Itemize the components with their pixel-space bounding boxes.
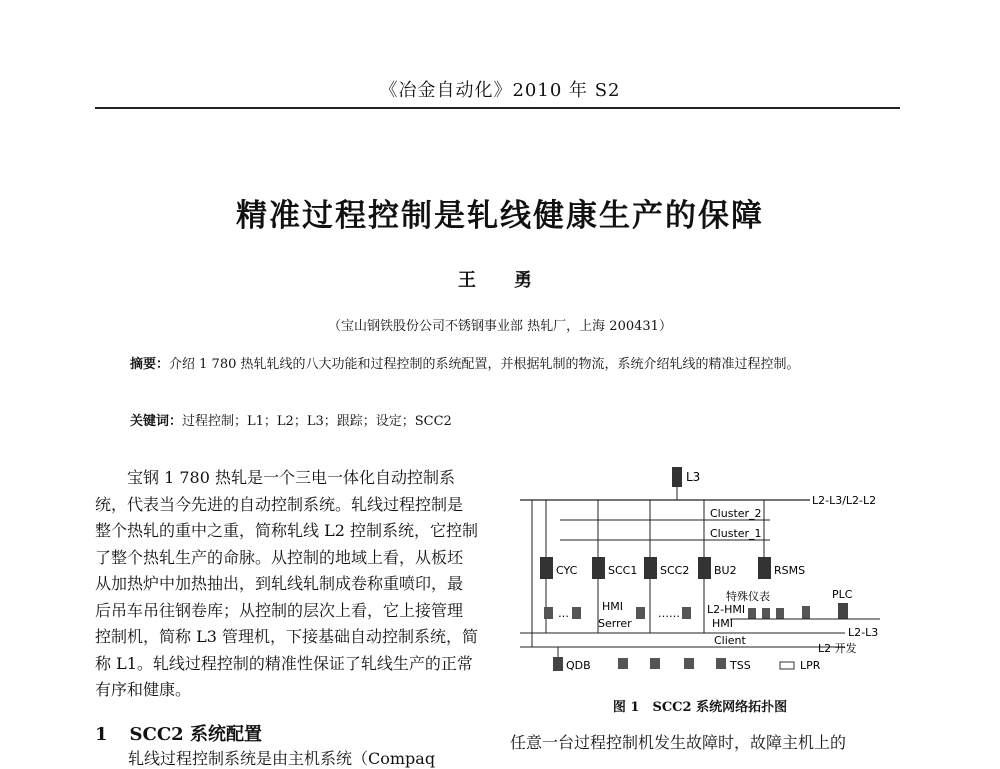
net-dev-label: L2 开发	[818, 642, 857, 655]
rsms-server-icon	[758, 557, 771, 579]
plc-icon	[838, 603, 848, 619]
l2hmi-label: L2-HMI	[707, 603, 746, 616]
right-column-text: 任意一台过程控制机发生故障时，故障主机上的	[510, 733, 847, 752]
net-mid-label: L2-L3	[848, 626, 879, 639]
hmi-pc-icon-1	[544, 607, 553, 619]
bu2-label: BU2	[714, 564, 737, 577]
instrument-icon-1	[748, 608, 756, 619]
article-title: 精准过程控制是轧线健康生产的保障	[236, 198, 764, 234]
network-topology-figure	[500, 462, 900, 687]
hmi-ellipsis-mid: ……	[658, 607, 680, 620]
hmi-pc-icon-4	[682, 607, 691, 619]
scc2-label: SCC2	[660, 564, 690, 577]
figure-caption: 图 1 SCC2 系统网络拓扑图	[612, 700, 788, 715]
section-title: SCC2 系统配置	[129, 724, 262, 745]
tss-label: TSS	[730, 659, 751, 672]
cluster2-label: Cluster_2	[710, 507, 762, 520]
special-instruments-label: 特殊仪表	[726, 590, 770, 603]
section-number: 1	[95, 724, 108, 745]
instrument-icon-4	[802, 606, 810, 619]
hmi-server-label-2: Serrer	[598, 617, 632, 630]
instrument-icon-2	[762, 608, 770, 619]
author: 王 勇	[458, 270, 542, 291]
hmi-label: HMI	[712, 617, 734, 630]
scc1-label: SCC1	[608, 564, 638, 577]
abstract-label: 摘要：	[130, 357, 170, 372]
journal-header: 《冶金自动化》2010 年 S2	[379, 80, 621, 101]
scc1-server-icon	[592, 557, 605, 579]
abstract-text: 介绍 1 780 热轧轧线的八大功能和过程控制的系统配置，并根据轧制的物流，系统介绍轧线的精准过程控制。	[169, 357, 800, 372]
hmi-pc-icon-3	[636, 607, 645, 619]
header-rule	[95, 107, 900, 109]
l3-label: L3	[686, 470, 701, 484]
instrument-icon-3	[776, 608, 784, 619]
workstation-icon-1	[618, 658, 628, 669]
l3-server-icon	[672, 467, 682, 487]
rsms-label: RSMS	[774, 564, 806, 577]
workstation-icon-2	[650, 658, 660, 669]
body-cut-line: 轧线过程控制系统是由主机系统（Compaq	[128, 749, 436, 768]
abstract	[130, 353, 870, 377]
keywords	[130, 410, 452, 429]
client-label: Client	[714, 634, 746, 647]
net-top-label: L2-L3/L2-L2	[812, 494, 877, 507]
printer-icon	[780, 662, 794, 669]
qdb-label: QDB	[566, 659, 591, 672]
cyc-label: CYC	[556, 564, 578, 577]
tss-icon	[716, 658, 726, 669]
hmi-ellipsis-left: …	[558, 607, 569, 620]
bu2-server-icon	[698, 557, 711, 579]
cyc-server-icon	[540, 557, 553, 579]
workstation-icon-3	[684, 658, 694, 669]
lpr-label: LPR	[800, 659, 821, 672]
scc2-server-icon	[644, 557, 657, 579]
qdb-icon	[553, 657, 563, 671]
plc-label: PLC	[832, 588, 853, 601]
hmi-pc-icon-2	[572, 607, 581, 619]
cluster1-label: Cluster_1	[710, 527, 762, 540]
intro-paragraph: 宝钢 1 780 热轧是一个三电一体化自动控制系统，代表当今先进的自动控制系统。轧线过程控制是整个热轧的重中之重，简称轧线 L2 控制系统，它控制了整个热轧生产的命脉。从控制的地域上看，从板坯从加热炉中加热抽出，到轧线轧制成卷称重喷印，最后吊车吊往钢卷库；从控制的层次上看，它上接管理控制机，简称 L3 管理机，下接基础自动控制系统，简称 L1。轧线过程控制的精准性保证了轧线生产的正常有序和健康。	[95, 468, 478, 699]
keywords-label: 关键词：	[130, 414, 183, 429]
keywords-text: 过程控制；L1；L2；L3；跟踪；设定；SCC2	[182, 414, 452, 429]
section-heading	[95, 720, 262, 746]
hmi-server-label-1: HMI	[602, 600, 624, 613]
affiliation: （宝山钢铁股份公司不锈钢事业部 热轧厂，上海 200431）	[328, 319, 672, 334]
